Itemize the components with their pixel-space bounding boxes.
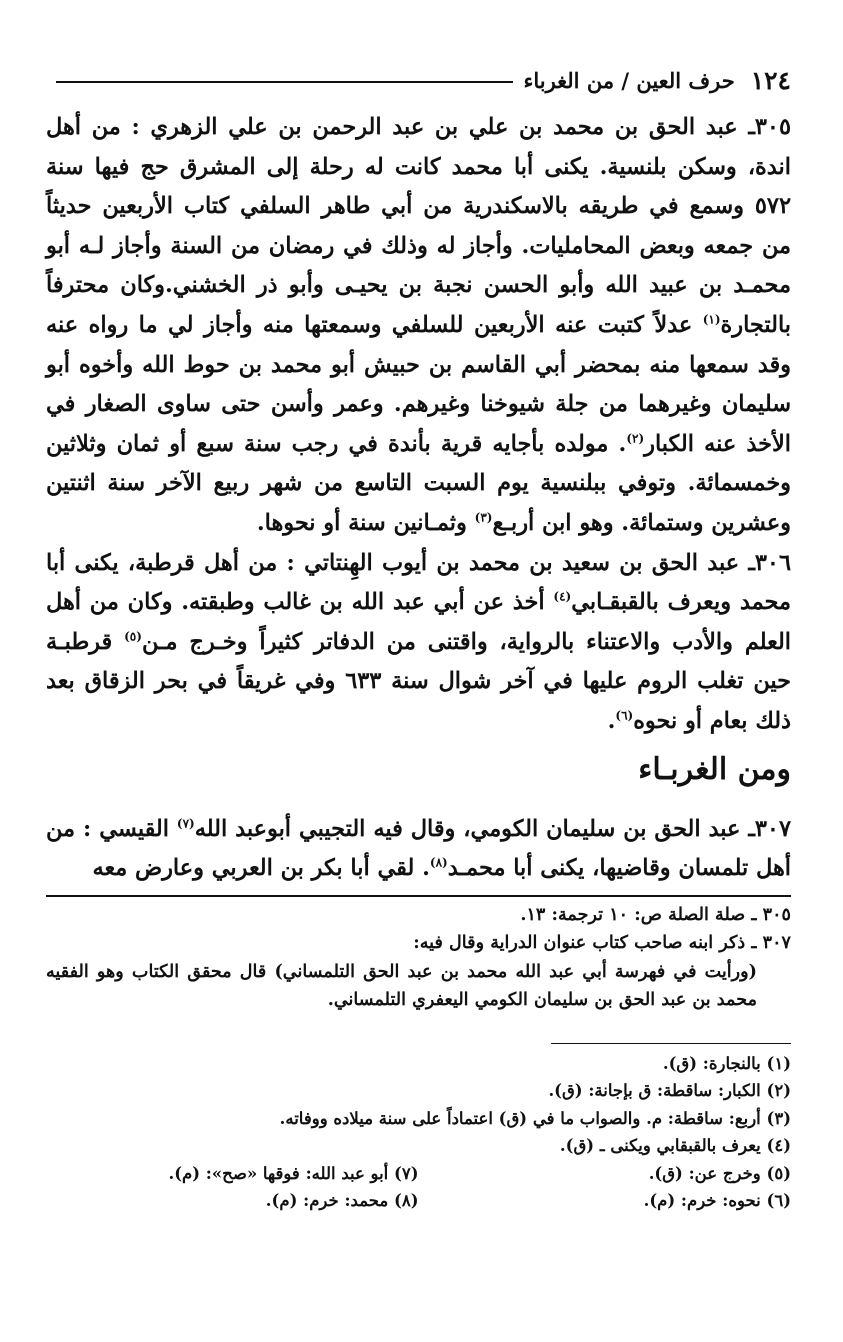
entry-text-cont: أخذ عن أبي عبد الله بن غالب وطبقته. وكان من أهل العلم والأدب والاعتناء بالرواية، واقتنى من الدفاتر كثيراً وخـرج مـن (46, 589, 791, 655)
header-rule (56, 81, 513, 83)
entry-text-cont: . لقي أبا بكر بن العربي وعارض معه (92, 855, 430, 882)
footnote-ref: (٢) (626, 431, 645, 446)
footnotes (46, 1050, 791, 1215)
entry-text-cont: قرطبـة حين تغلب الروم عليها في آخر شوال سنة ٦٣٣ وفي غريقاً في بحر الزقاق بعد ذلك بعام أو نحوه (46, 628, 791, 734)
footnote-1: (١) بالنجارة: (ق). (662, 1053, 791, 1073)
footnote-ref: (٦) (615, 708, 634, 723)
footnote-3: (٣) أربع: ساقطة: م. والصواب ما في (ق) اعتماداً على سنة ميلاده ووفاته. (279, 1108, 791, 1128)
entry-text: ـ عبد الحق بن محمد بن علي بن عبد الرحمن بن علي الزهري : من أهل اندة، وسكن بلنسية. يكنى أبا محمد كانت له رحلة إلى المشرق حج فيها سنة ٥٧٢ وسمع في طريقه بالاسكندرية من أبي طاهر السلفي كتاب الأربعين حديثاً من جمعه وبعض المحامليات. وأجاز له وذلك في رمضان من السنة وأجاز لـه أبو محمـد بن عبيد الله وأبو الحسن نجبة بن يحيـى وأبو ذر الخشني.وكان محترفاً بالتجارة (46, 114, 791, 338)
footnote-ref: (٣) (474, 510, 493, 525)
entry-text: ـ عبد الحق بن سعيد بن محمد بن أيوب الهِنتاتي : من أهل قرطبة، يكنى أبا محمد ويعرف بالقبقـابي (46, 549, 791, 616)
footnotes-divider (551, 1043, 791, 1044)
footnote-4: (٤) يعرف بالقبقابي ويكنى ـ (ق). (559, 1136, 791, 1156)
entry-text-cont: . مولده بأجايه قرية بأندة في رجب سنة سبع أو ثمان وثلاثين وخمسمائة. وتوفي ببلنسية يوم السبت التاسع من شهر ربيع الآخر سنة اثنتين وعشرين وستمائة. وهو ابن أربـع (46, 430, 791, 536)
footnote-8: (٨) محمد: خرم: (م). (265, 1191, 419, 1211)
entry-text-cont: القيسي : من أهل تلمسان وقاضيها، يكنى أبا محمـد (46, 815, 791, 882)
sources-divider (46, 895, 791, 897)
running-title: حرف العين / من الغرباء (523, 67, 735, 93)
source-305: ٣٠٥ ـ صلة الصلة ص: ١٠ ترجمة: ١٣. (520, 903, 791, 925)
footnote-ref: (١) (702, 312, 721, 327)
footnote-2: (٢) الكبار: ساقطة: ق بإجانة: (ق). (548, 1081, 791, 1101)
footnote-ref: (٥) (124, 629, 142, 644)
section-heading: ومن الغربـاء (638, 751, 791, 787)
source-notes (46, 901, 791, 1015)
main-text (46, 108, 791, 889)
footnote-ref: (٤) (553, 589, 572, 604)
entry-number: ٣٠٦ (754, 549, 791, 576)
source-307-quote: (ورأيت في فهرسة أبي عبد الله محمد بن عبد الحق التلمساني) قال محقق الكتاب وهو الفقيه محمد بن عبد الحق بن سليمان الكومي اليعفري التلمساني. (46, 960, 757, 1011)
running-header (46, 62, 791, 98)
page-number: ١٢٤ (750, 65, 791, 95)
entry-text-cont: عدلاً كتبت عنه الأربعين للسلفي وسمعتها منه وأجاز لي ما رواه عنه وقد سمعها منه بمحضر أبي القاسم بن حبيش أبو محمد بن حوط الله وأخوه أبو سليمان وغيرهما من جلة شيوخنا وغيرهم. وعمر وأسن حتى ساوى الصغار في الأخذ عنه الكبار (46, 311, 791, 457)
entry-307 (46, 810, 791, 889)
entry-306 (46, 544, 791, 742)
footnote-ref: (٧) (176, 816, 195, 831)
footnote-6: (٦) نحوه: خرم: (م). (643, 1191, 791, 1211)
entry-text-cont: . (607, 707, 616, 734)
footnote-5: (٥) وخرج عن: (ق). (648, 1163, 791, 1183)
entry-305 (46, 108, 791, 544)
footnote-row (46, 1187, 791, 1215)
footnote-ref: (٨) (429, 855, 448, 870)
entry-text-cont: وثمـانين سنة أو نحوها. (256, 509, 475, 536)
entry-number: ٣٠٧ (754, 815, 791, 842)
entry-number: ٣٠٥ (754, 114, 791, 140)
source-307: ٣٠٧ ـ ذكر ابنه صاحب كتاب عنوان الدراية وقال فيه: (413, 932, 791, 954)
entry-text: ـ عبد الحق بن سليمان الكومي، وقال فيه التجيبي أبوعبد الله (194, 815, 755, 842)
footnote-7: (٧) أبو عبد الله: فوقها «صح»: (م). (168, 1163, 419, 1183)
footnote-row (46, 1160, 791, 1188)
